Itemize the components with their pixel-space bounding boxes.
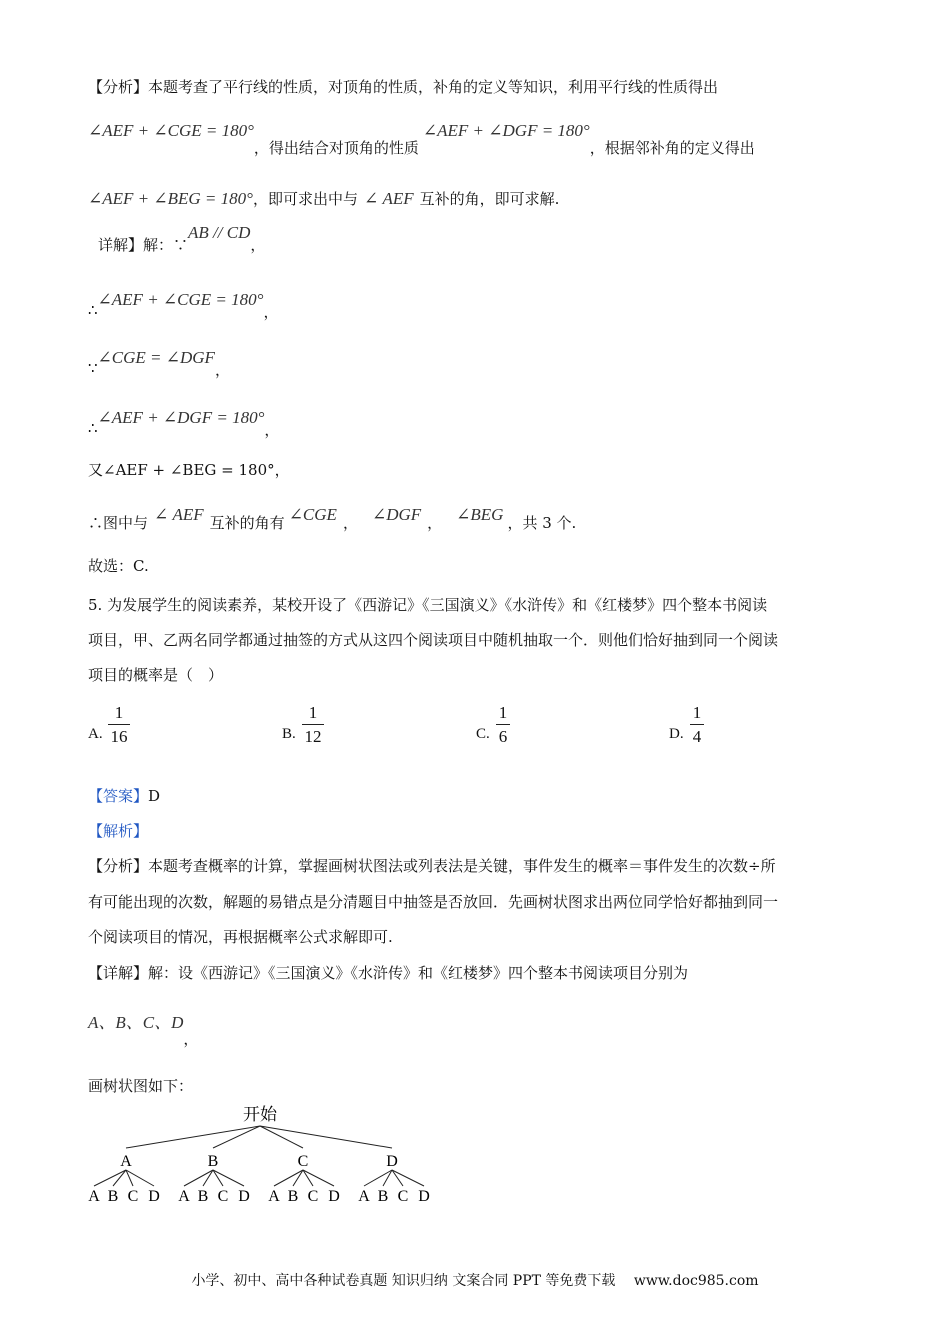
page-footer: 小学、初中、高中各种试卷真题 知识归纳 文案合同 PPT 等免费下载 www.doc985.com [191, 1273, 759, 1289]
analysis2-text-1: 本题考查概率的计算，掌握画树状图法或列表法是关键，事件发生的概率＝事件发生的次数÷所 [148, 857, 776, 875]
parallel-ab-cd: AB // CD [188, 223, 251, 242]
tree-node-a: A [120, 1153, 132, 1170]
formula-aef-beg: ∠AEF + ∠BEG = 180° [88, 189, 253, 208]
step-5-end: ，共 3 个. [507, 514, 577, 532]
option-c-fraction [496, 703, 510, 747]
tree-leaf: D [418, 1188, 430, 1205]
angle-dgf: ∠DGF [371, 505, 422, 524]
denominator: 12 [304, 727, 322, 746]
angle-cge: ∠CGE [288, 505, 337, 524]
question-5-line-2: 项目，甲、乙两名同学都通过抽签的方式从这四个阅读项目中随机抽取一个．则他们恰好抽到同一个阅读 [88, 631, 779, 649]
analysis2-line-3: 个阅读项目的情况，再根据概率公式求解即可. [88, 928, 393, 946]
tree-caption: 画树状图如下： [88, 1077, 194, 1095]
tree-leaf: A [88, 1188, 100, 1205]
step-1-end: ， [263, 303, 279, 321]
tree-leaf: C [217, 1188, 229, 1205]
step-4 [88, 460, 290, 480]
answer-tag: 【答案】 [88, 787, 149, 805]
comma: ， [427, 514, 443, 532]
option-a-label: A. [88, 726, 103, 742]
step-5-mid: 互补的角有 [209, 514, 285, 532]
therefore-symbol: ∴ [88, 301, 98, 319]
formula-aef-cge: ∠AEF + ∠CGE = 180° [88, 121, 254, 140]
tree-leaf: D [238, 1188, 250, 1205]
detail2-text-1: 解：设《西游记》《三国演义》《水浒传》和《红楼梦》四个整本书阅读项目分别为 [148, 964, 689, 982]
analysis-line-3 [88, 189, 559, 209]
step-1 [88, 290, 279, 321]
option-c-label: C. [476, 726, 490, 742]
tree-node-c: C [297, 1153, 309, 1170]
tree-leaf: A [358, 1188, 370, 1205]
comma: ， [342, 514, 358, 532]
denominator: 6 [498, 727, 508, 746]
probability-tree-diagram [80, 1100, 460, 1210]
tree-leaf: A [268, 1188, 280, 1205]
formula-aef-dgf: ∠AEF + ∠DGF = 180° [422, 121, 590, 140]
analysis-text-2b: ，根据邻补角的定义得出 [589, 139, 755, 157]
analysis-line-2 [88, 121, 755, 157]
detail2-line-2 [88, 1013, 199, 1048]
analysis-tag: 【分析】 [88, 78, 149, 96]
analysis2-line-1 [88, 856, 776, 876]
tree-root: 开始 [243, 1105, 277, 1124]
tree-leaf: C [397, 1188, 409, 1205]
tree-leaf: A [178, 1188, 190, 1205]
step-2-formula: ∠CGE = ∠DGF [97, 348, 215, 367]
step-3 [88, 408, 280, 439]
tree-leaf: B [287, 1188, 299, 1205]
angle-aef: ∠ AEF [154, 505, 204, 524]
question-5-line-1: 5. 为发展学生的阅读素养，某校开设了《西游记》《三国演义》《水浒传》和《红楼梦》四个整本书阅读 [88, 596, 768, 614]
option-b-fraction [302, 703, 324, 747]
because-symbol: ∵ [88, 359, 98, 377]
step-1-formula: ∠AEF + ∠CGE = 180° [97, 290, 264, 309]
analysis-text-3a: ，即可求出中与 [252, 190, 358, 208]
labels-abcd: A、B、C、D [88, 1013, 184, 1032]
detail-intro-end: ， [250, 236, 266, 254]
option-a-fraction [108, 703, 130, 747]
denominator: 4 [692, 727, 702, 746]
tree-leaf: B [197, 1188, 209, 1205]
step-2 [88, 348, 230, 379]
tree-leaf: D [148, 1188, 160, 1205]
step-2-end: ， [214, 361, 230, 379]
tree-node-b: B [207, 1153, 219, 1170]
fraction-bar [690, 724, 704, 725]
answer-line [88, 786, 160, 806]
detail-tag: 【详解】 [88, 964, 149, 982]
comma: ， [183, 1030, 199, 1048]
analysis-text: 本题考查了平行线的性质，对顶角的性质，补角的定义等知识，利用平行线的性质得出 [148, 78, 719, 96]
tree-leaf: C [127, 1188, 139, 1205]
step-5 [88, 505, 577, 532]
tree-edges [94, 1126, 424, 1186]
step-5-pre: ∴图中与 [88, 514, 149, 532]
answer-value: D [148, 787, 161, 805]
numerator: 1 [114, 703, 124, 722]
tree-node-d: D [386, 1153, 398, 1170]
analysis-line-1 [88, 77, 718, 97]
detail-intro-text: 详解】解：∵ [98, 236, 189, 254]
therefore-symbol: ∴ [88, 419, 98, 437]
analysis2-line-2: 有可能出现的次数，解题的易错点是分清题目中抽签是否放回．先画树状图求出两位同学恰好都抽到同一 [88, 893, 779, 911]
analysis-text-3b: 互补的角，即可求解. [419, 190, 560, 208]
angle-beg: ∠BEG [456, 505, 504, 524]
step-4-text: 又∠AEF + ∠BEG = 180°， [88, 461, 290, 479]
option-d-label: D. [669, 726, 684, 742]
fraction-bar [302, 724, 324, 725]
option-d-fraction [690, 703, 704, 747]
fraction-bar [108, 724, 130, 725]
detail-intro [98, 223, 266, 255]
numerator: 1 [498, 703, 508, 722]
explanation-tag: 【解析】 [88, 822, 149, 840]
tree-leaf: C [307, 1188, 319, 1205]
step-3-formula: ∠AEF + ∠DGF = 180° [97, 408, 265, 427]
denominator: 16 [110, 727, 128, 746]
option-b-label: B. [282, 726, 296, 742]
fraction-bar [496, 724, 510, 725]
analysis-text-2a: ，得出结合对顶角的性质 [253, 139, 419, 157]
step-3-end: ， [264, 421, 280, 439]
tree-leaf: B [107, 1188, 119, 1205]
question-5-line-3: 项目的概率是（ ） [88, 666, 224, 684]
detail2-line-1 [88, 963, 688, 983]
tree-leaf: B [377, 1188, 389, 1205]
analysis-tag: 【分析】 [88, 857, 149, 875]
choice-line: 故选：C. [88, 557, 149, 575]
tree-leaf: D [328, 1188, 340, 1205]
numerator: 1 [692, 703, 702, 722]
numerator: 1 [308, 703, 318, 722]
angle-aef: ∠ AEF [363, 189, 414, 208]
